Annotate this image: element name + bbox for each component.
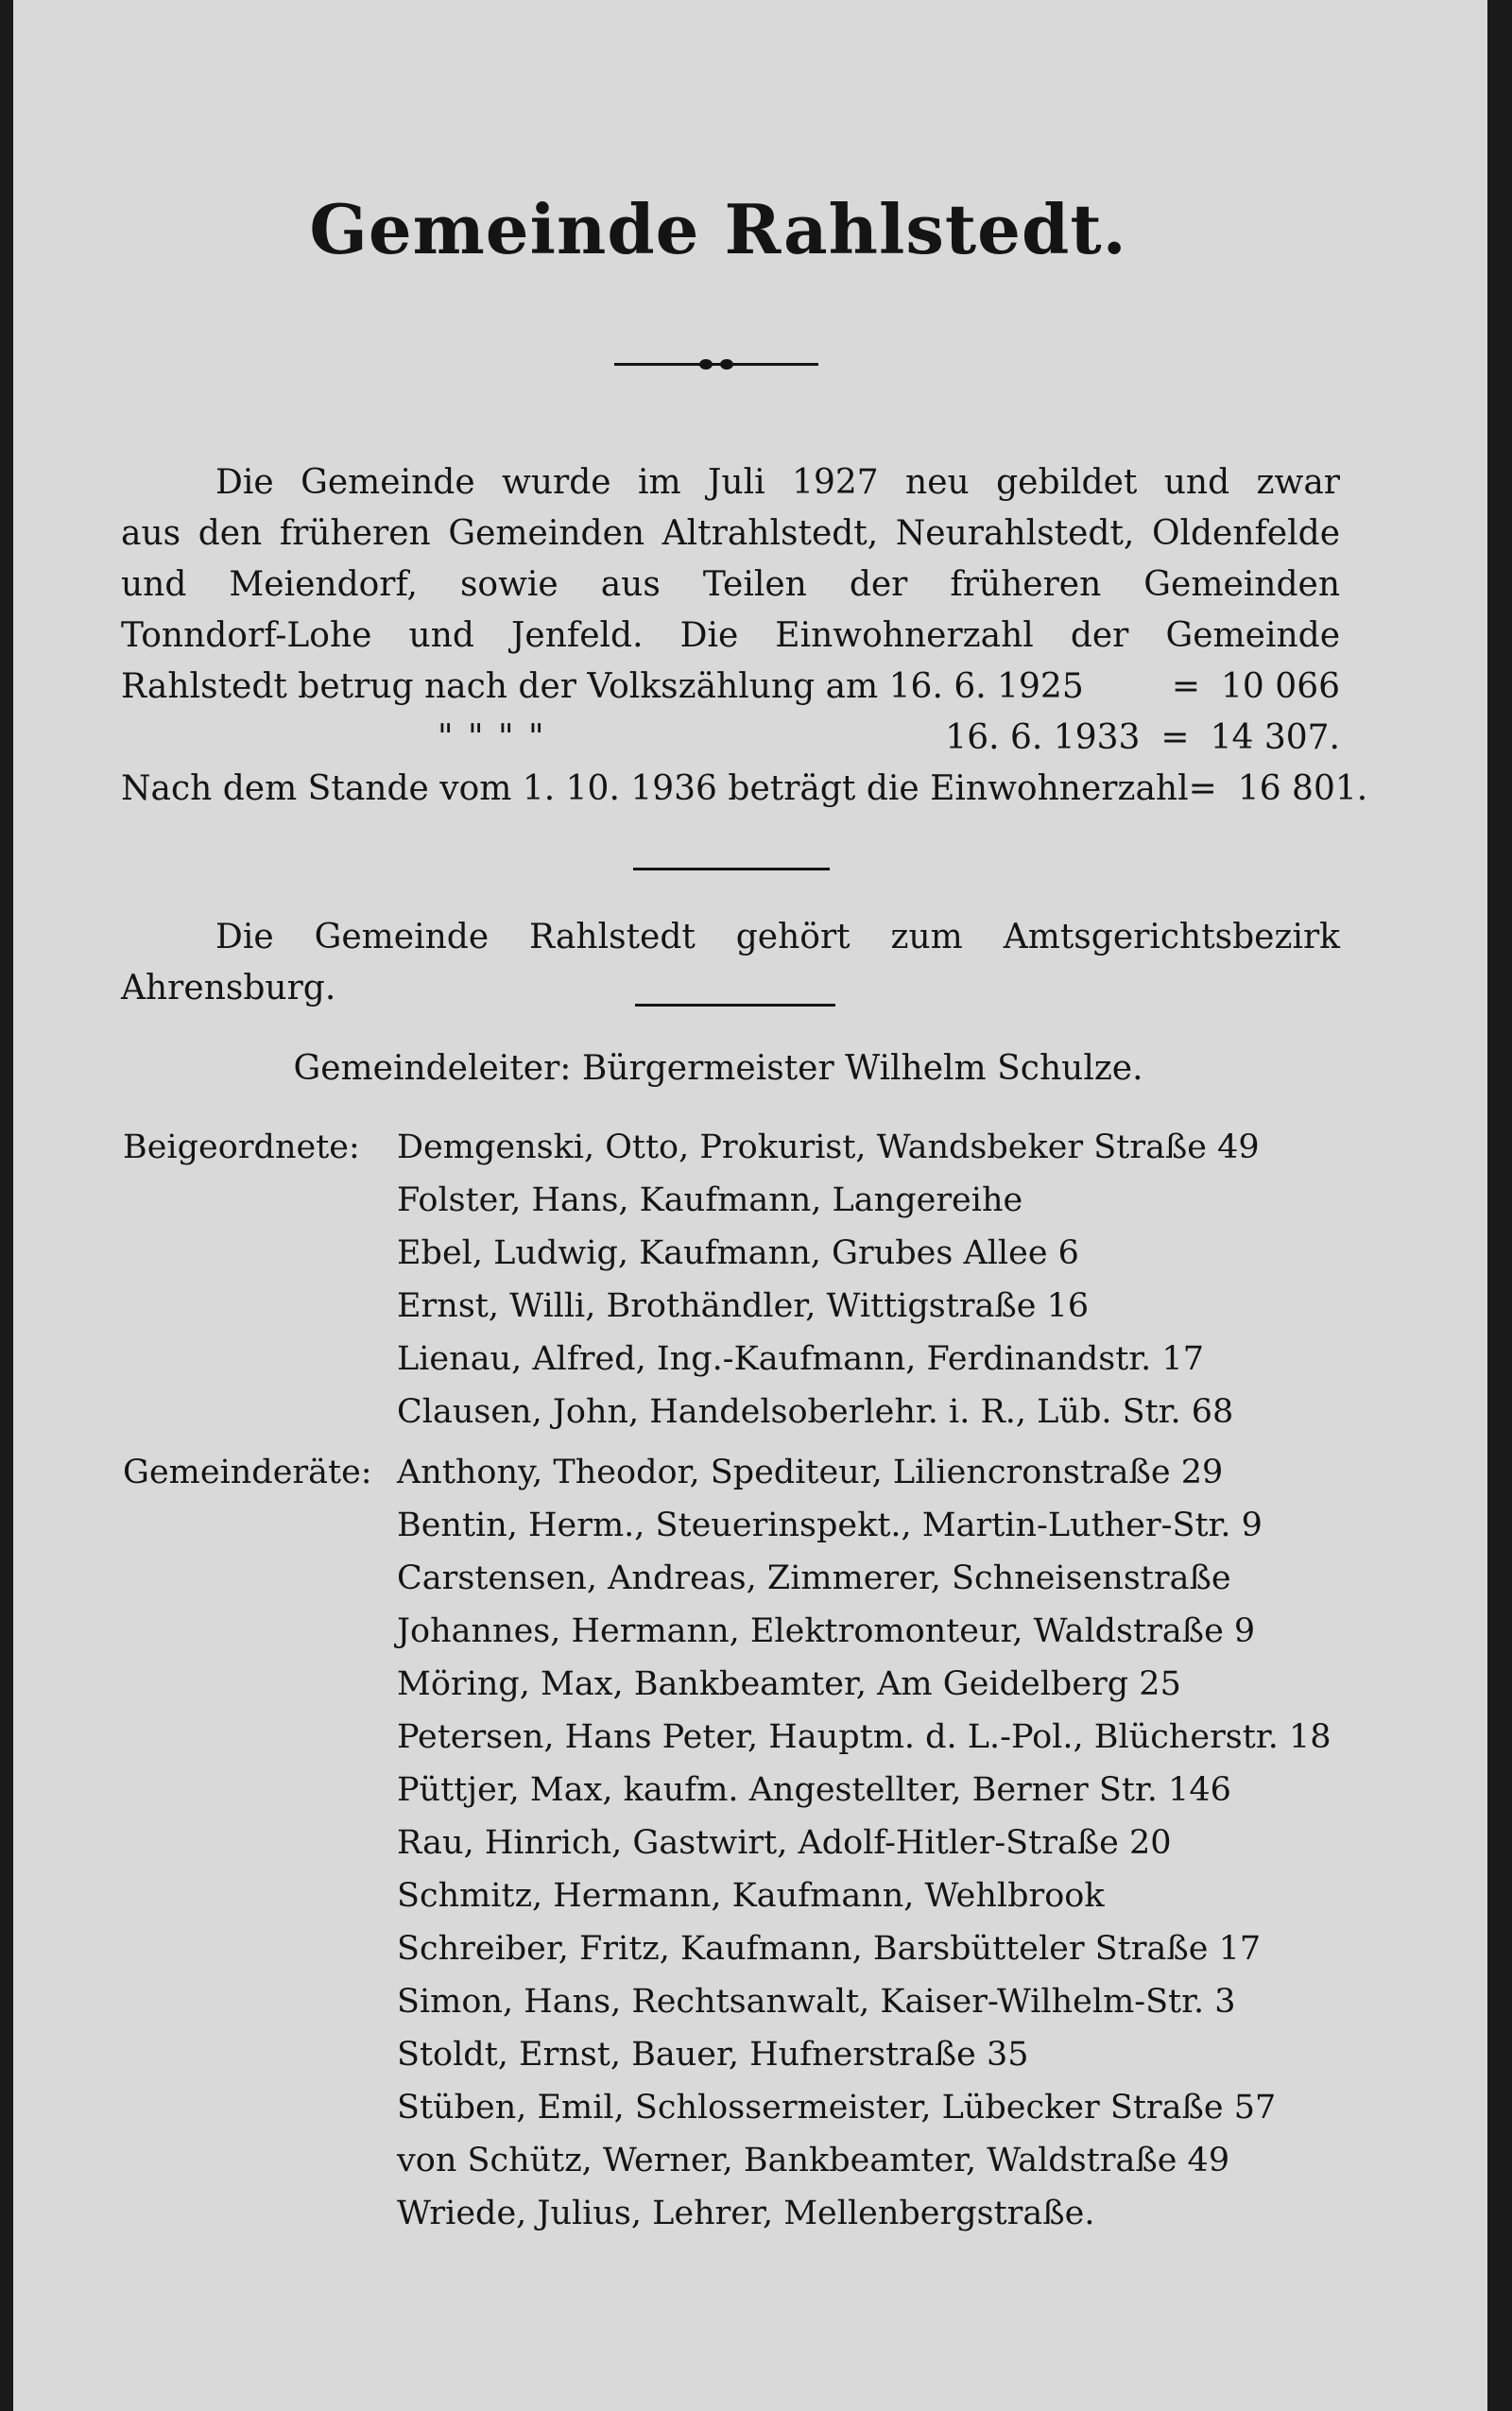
court-line: Ahrensburg. xyxy=(121,969,336,1007)
scan-edge-right xyxy=(1487,0,1512,2411)
list-item: Folster, Hans, Kaufmann, Langereihe xyxy=(397,1181,1023,1219)
census-1925-value: 10 066 xyxy=(1221,667,1340,706)
list-item: Ernst, Willi, Brothändler, Wittigstraße 16 xyxy=(397,1287,1090,1325)
list-item: Demgenski, Otto, Prokurist, Wandsbeker Straße 49 xyxy=(397,1128,1260,1166)
list-item: Schmitz, Hermann, Kaufmann, Wehlbrook xyxy=(397,1877,1105,1915)
census-1933-value: 14 307. xyxy=(1210,718,1340,757)
intro-line: Tonndorf-Lohe und Jenfeld. Die Einwohnerzahl der Gemeinde xyxy=(121,616,1340,655)
court-district-paragraph xyxy=(121,912,1340,1014)
list-item: Wriede, Julius, Lehrer, Mellenbergstraße. xyxy=(397,2195,1095,2232)
court-line: Die Gemeinde Rahlstedt gehört zum Amtsgerichtsbezirk xyxy=(215,918,1340,956)
councillors-list xyxy=(397,1446,1370,2240)
census-1933-row xyxy=(121,713,1340,764)
census-equals: = xyxy=(1160,718,1190,757)
list-item: Anthony, Theodor, Spediteur, Liliencronstraße 29 xyxy=(397,1454,1224,1491)
deputies-label: Beigeordnete: xyxy=(123,1128,360,1166)
scan-edge-left xyxy=(0,0,13,2411)
section-divider xyxy=(633,868,830,870)
intro-line: aus den früheren Gemeinden Altrahlstedt, Neurahlstedt, Oldenfelde xyxy=(121,514,1340,553)
census-equals: = xyxy=(1171,667,1201,706)
current-population-text: Nach dem Stande vom 1. 10. 1936 beträgt die Einwohnerzahl xyxy=(121,769,1189,808)
ditto-marks: " " " " xyxy=(438,718,546,757)
list-item: Bentin, Herm., Steuerinspekt., Martin-Luther-Str. 9 xyxy=(397,1507,1263,1544)
section-divider xyxy=(635,1004,835,1007)
list-item: Clausen, John, Handelsoberlehr. i. R., Lüb. Str. 68 xyxy=(397,1393,1234,1431)
list-item: Petersen, Hans Peter, Hauptm. d. L.-Pol., Blücherstr. 18 xyxy=(397,1718,1332,1756)
current-equals: = xyxy=(1188,769,1217,808)
list-item: Stüben, Emil, Schlossermeister, Lübecker Straße 57 xyxy=(397,2089,1277,2127)
list-item: Ebel, Ludwig, Kaufmann, Grubes Allee 6 xyxy=(397,1234,1079,1272)
intro-paragraph xyxy=(121,457,1368,815)
census-1933-date: 16. 6. 1933 xyxy=(945,718,1141,757)
list-item: Lienau, Alfred, Ing.-Kaufmann, Ferdinandstr. 17 xyxy=(397,1340,1204,1378)
list-item: von Schütz, Werner, Bankbeamter, Waldstraße 49 xyxy=(397,2142,1230,2179)
list-item: Schreiber, Fritz, Kaufmann, Barsbütteler Straße 17 xyxy=(397,1930,1262,1968)
list-item: Stoldt, Ernst, Bauer, Hufnerstraße 35 xyxy=(397,2036,1029,2074)
current-population-row xyxy=(121,764,1368,815)
intro-line: und Meiendorf, sowie aus Teilen der früheren Gemeinden xyxy=(121,565,1340,604)
list-item: Johannes, Hermann, Elektromonteur, Waldstraße 9 xyxy=(397,1612,1256,1650)
list-item: Rau, Hinrich, Gastwirt, Adolf-Hitler-Straße 20 xyxy=(397,1824,1172,1862)
list-item: Möring, Max, Bankbeamter, Am Geidelberg 25 xyxy=(397,1665,1181,1703)
current-population-value: 16 801. xyxy=(1237,769,1368,808)
title-ornament-divider xyxy=(614,359,818,370)
community-leader-line: Gemeindeleiter: Bürgermeister Wilhelm Schulze. xyxy=(293,1049,1143,1088)
list-item: Simon, Hans, Rechtsanwalt, Kaiser-Wilhelm-Str. 3 xyxy=(397,1983,1236,2021)
page-title: Gemeinde Rahlstedt. xyxy=(309,189,1127,269)
census-1925-row xyxy=(121,662,1340,713)
deputies-list xyxy=(397,1121,1370,1438)
list-item: Püttjer, Max, kaufm. Angestellter, Berner Str. 146 xyxy=(397,1771,1231,1809)
census-1925-text: Rahlstedt betrug nach der Volkszählung am 16. 6. 1925 xyxy=(121,667,1084,706)
list-item: Carstensen, Andreas, Zimmerer, Schneisenstraße xyxy=(397,1559,1231,1597)
intro-line: Die Gemeinde wurde im Juli 1927 neu gebildet und zwar xyxy=(215,463,1340,502)
councillors-label: Gemeinderäte: xyxy=(123,1454,372,1491)
